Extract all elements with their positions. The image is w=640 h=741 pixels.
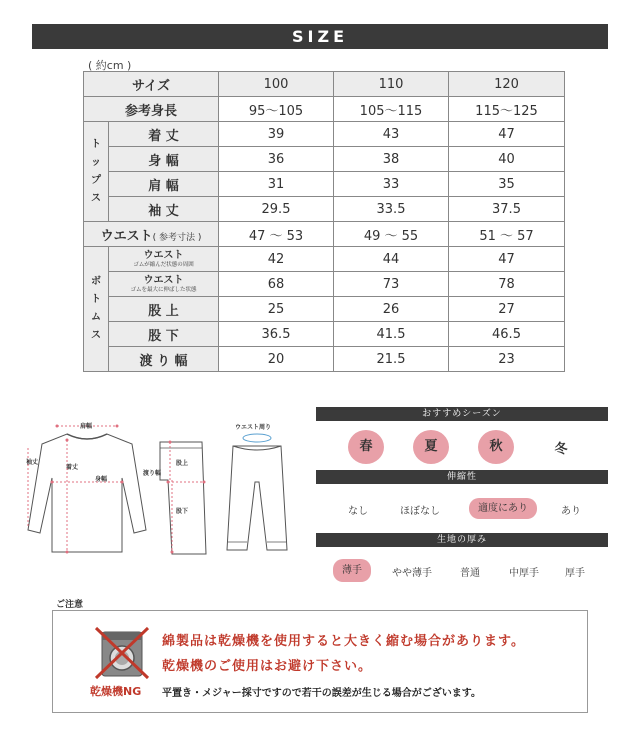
table-cell: 43 (334, 122, 449, 147)
table-cell: 44 (334, 247, 449, 272)
pants-rise-label: 股上 (176, 460, 189, 467)
size-120: 120 (449, 72, 565, 97)
table-cell: 73 (334, 272, 449, 297)
bottoms-thigh-label: 渡 り 幅 (109, 347, 219, 372)
bottoms-inseam-label: 股 下 (109, 322, 219, 347)
waist-label-text: ウエスト (100, 228, 153, 244)
dryer-ng-icon (94, 626, 150, 680)
thickness-normal: 普通 (460, 568, 480, 579)
size-header: サイズ (84, 72, 219, 97)
shirt-width-label: 身幅 (95, 476, 108, 483)
season-bar: おすすめシーズン (316, 407, 608, 421)
thickness-medium: 中厚手 (509, 568, 539, 579)
table-cell: 39 (219, 122, 334, 147)
stretch-almost-none: ほぼなし (400, 506, 440, 517)
table-cell: 35 (449, 172, 565, 197)
table-cell: 78 (449, 272, 565, 297)
thickness-bar: 生地の厚み (316, 533, 608, 547)
table-cell: 51 ～ 57 (449, 222, 565, 247)
season-spring: 春 (348, 430, 384, 464)
stretch-moderate: 適度にあり (469, 498, 537, 519)
waist-label (84, 222, 219, 247)
table-cell: 20 (219, 347, 334, 372)
table-cell: 46.5 (449, 322, 565, 347)
pants-thigh-label: 渡り幅 (143, 470, 162, 477)
table-cell: 29.5 (219, 197, 334, 222)
shirt-length-label: 着丈 (66, 464, 79, 471)
size-table (83, 71, 565, 372)
unit-note: ( 約cm ) (88, 59, 132, 72)
bottoms-waist-relaxed-label (109, 247, 219, 272)
table-cell: 37.5 (449, 197, 565, 222)
shirt-sleeve-label: 袖丈 (26, 459, 39, 466)
table-cell: 25 (219, 297, 334, 322)
height-110: 105～115 (334, 97, 449, 122)
caution-title: ご注意 (56, 600, 84, 610)
bottoms-char: ト (91, 294, 101, 305)
tops-width-label: 身 幅 (109, 147, 219, 172)
table-cell: 47 ～ 53 (219, 222, 334, 247)
stretch-yes: あり (561, 506, 581, 517)
stretch-bar: 伸縮性 (316, 470, 608, 484)
table-cell: 68 (219, 272, 334, 297)
table-cell: 36 (219, 147, 334, 172)
warning-line-1: 綿製品は乾燥機を使用すると大きく縮む場合があります。 (162, 634, 525, 649)
warning-line-2: 乾燥機のご使用はお避け下さい。 (162, 659, 373, 674)
table-cell: 40 (449, 147, 565, 172)
tops-length-label: 着 丈 (109, 122, 219, 147)
measurement-note: 平置き・メジャー採寸ですので若干の誤差が生じる場合がございます。 (162, 688, 481, 699)
bottoms-rise-label: 股 上 (109, 297, 219, 322)
bottoms-char: ス (91, 330, 101, 341)
table-cell: 31 (219, 172, 334, 197)
table-cell: 42 (219, 247, 334, 272)
table-cell: 38 (334, 147, 449, 172)
shirt-diagram (22, 420, 152, 560)
tops-char: プ (91, 174, 101, 186)
label-main: ウエスト (143, 249, 184, 261)
bottoms-char: ム (91, 312, 101, 323)
thickness-thick: 厚手 (565, 568, 585, 579)
tops-char: ト (91, 138, 101, 150)
table-cell: 26 (334, 297, 449, 322)
label-note: ゴムを最大に伸ばした状態 (130, 286, 197, 293)
tops-sleeve-label: 袖 丈 (109, 197, 219, 222)
table-cell: 33.5 (334, 197, 449, 222)
table-cell: 23 (449, 347, 565, 372)
size-100: 100 (219, 72, 334, 97)
pants-side-diagram (140, 436, 220, 558)
bottoms-group-label (84, 247, 109, 372)
table-cell: 33 (334, 172, 449, 197)
thickness-slightly-thin: やや薄手 (392, 568, 432, 579)
tops-group-label (84, 122, 109, 222)
dryer-ng-label: 乾燥機NG (90, 685, 142, 698)
label-main: ウエスト (143, 274, 184, 286)
pants-front-diagram (225, 430, 295, 560)
shirt-shoulder-label: 肩幅 (80, 423, 93, 430)
season-summer: 夏 (413, 430, 449, 464)
tops-shoulder-label: 肩 幅 (109, 172, 219, 197)
size-banner: SIZE (32, 24, 608, 49)
waist-note: ( 参考寸法 ) (152, 232, 202, 243)
table-cell: 36.5 (219, 322, 334, 347)
pants-waist-label: ウエスト周り (235, 424, 272, 431)
table-cell: 47 (449, 247, 565, 272)
height-100: 95～105 (219, 97, 334, 122)
thickness-thin: 薄手 (333, 559, 371, 582)
tops-char: ッ (91, 156, 101, 168)
tops-char: ス (91, 192, 101, 204)
table-cell: 47 (449, 122, 565, 147)
table-cell: 27 (449, 297, 565, 322)
table-cell: 49 ～ 55 (334, 222, 449, 247)
bottoms-waist-stretched-label (109, 272, 219, 297)
height-label: 参考身長 (84, 97, 219, 122)
height-120: 115～125 (449, 97, 565, 122)
pants-inseam-label: 股下 (176, 508, 189, 515)
size-110: 110 (334, 72, 449, 97)
stretch-none: なし (348, 506, 368, 517)
bottoms-char: ボ (91, 276, 101, 287)
season-autumn: 秋 (478, 430, 514, 464)
table-cell: 41.5 (334, 322, 449, 347)
table-cell: 21.5 (334, 347, 449, 372)
season-winter: 冬 (554, 442, 568, 457)
label-note: ゴムが縮んだ状態の周囲 (133, 261, 194, 268)
